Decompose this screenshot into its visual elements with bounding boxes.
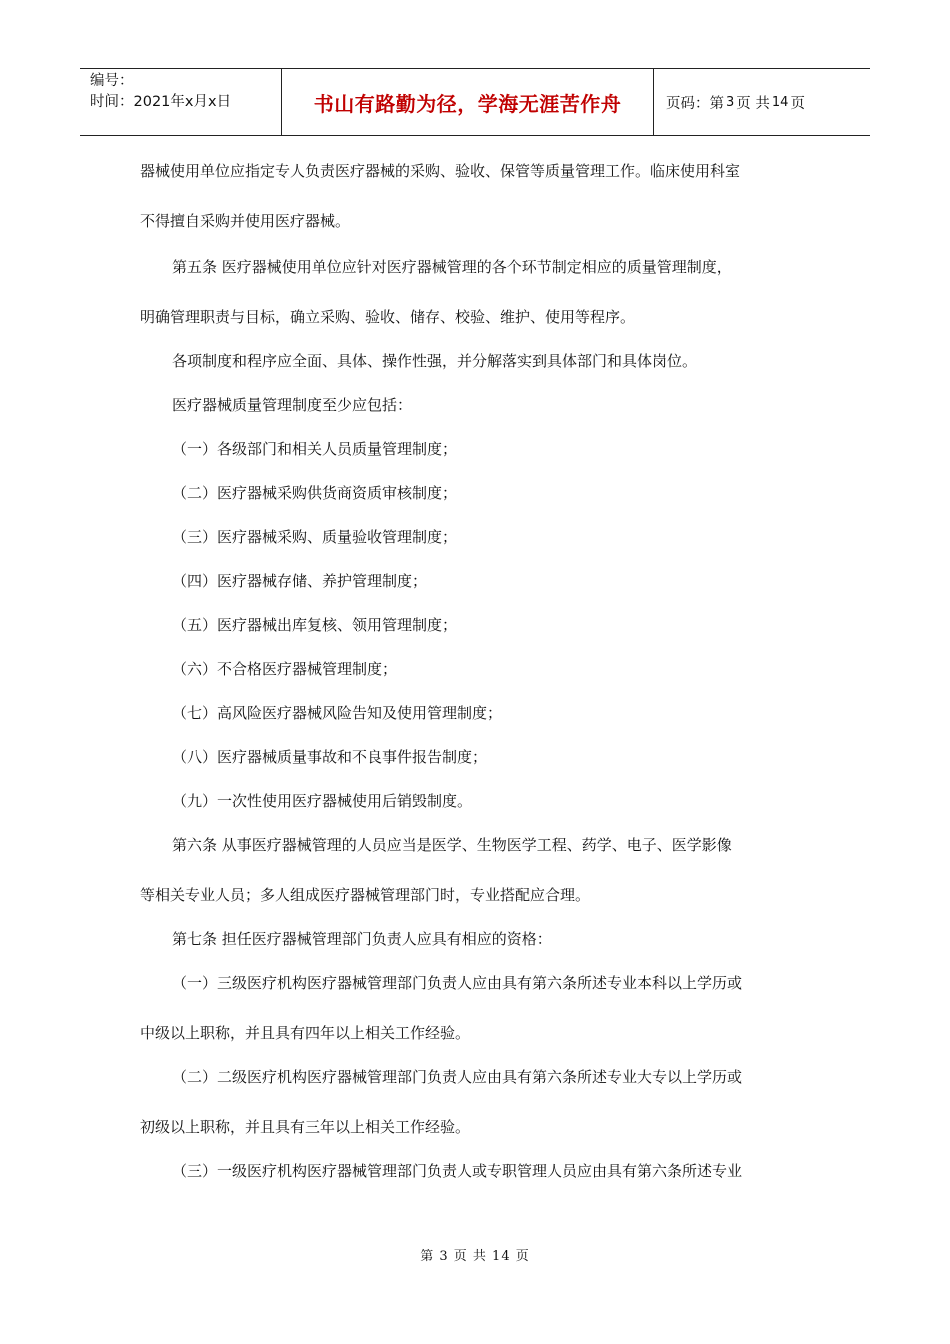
list-item: （六）不合格医疗器械管理制度； (172, 660, 398, 678)
list-item: （一）三级医疗机构医疗器械管理部门负责人应由具有第六条所述专业本科以上学历或 (172, 974, 743, 992)
list-item: （八）医疗器械质量事故和不良事件报告制度； (172, 748, 488, 766)
date-day-suffix: 日 (216, 94, 232, 110)
date-month: x (184, 94, 194, 110)
page-mid: 页 共 (736, 95, 770, 112)
date-year-suffix: 年 (170, 94, 185, 110)
list-item: （七）高风险医疗器械风险告知及使用管理制度； (172, 704, 503, 722)
body-line: 器械使用单位应指定专人负责医疗器械的采购、验收、保管等质量管理工作。临床使用科室 (140, 162, 741, 180)
body-line: 医疗器械质量管理制度至少应包括： (172, 396, 413, 414)
list-item: （五）医疗器械出库复核、领用管理制度； (172, 616, 458, 634)
list-item: （二）二级医疗机构医疗器械管理部门负责人应由具有第六条所述专业大专以上学历或 (172, 1068, 743, 1086)
page-header (80, 68, 870, 136)
page-footer: 第 3 页 共 14 页 (420, 1249, 530, 1264)
body-line: 明确管理职责与目标，确立采购、验收、储存、校验、维护、使用等程序。 (140, 308, 636, 326)
article-6-line: 第六条 从事医疗器械管理的人员应当是医学、生物医学工程、药学、电子、医学影像 (172, 836, 732, 854)
document-date (90, 92, 281, 113)
page-current: 3 (726, 94, 735, 110)
list-item: （九）一次性使用医疗器械使用后销毁制度。 (172, 792, 473, 810)
page-total: 14 (771, 94, 789, 110)
date-year: 2021 (133, 94, 171, 110)
list-item: （四）医疗器械存储、养护管理制度； (172, 572, 428, 590)
document-number-label: 编号： (90, 73, 134, 89)
date-day: x (208, 94, 217, 110)
header-meta (80, 69, 282, 135)
date-month-suffix: 月 (193, 94, 208, 110)
page-label: 页码：第 (666, 95, 724, 112)
list-item: （一）各级部门和相关人员质量管理制度； (172, 440, 458, 458)
date-prefix: 时间： (90, 94, 134, 110)
list-item: （三）医疗器械采购、质量验收管理制度； (172, 528, 458, 546)
page-suffix: 页 (790, 95, 805, 112)
body-line: 各项制度和程序应全面、具体、操作性强，并分解落实到具体部门和具体岗位。 (172, 352, 698, 370)
body-line: 中级以上职称，并且具有四年以上相关工作经验。 (140, 1024, 471, 1042)
body-line: 不得擅自采购并使用医疗器械。 (140, 212, 351, 230)
header-motto: 书山有路勤为径，学海无涯苦作舟 (282, 69, 654, 135)
header-page-info (654, 69, 870, 135)
body-line: 等相关专业人员；多人组成医疗器械管理部门时，专业搭配应合理。 (140, 886, 591, 904)
article-5-line: 第五条 医疗器械使用单位应针对医疗器械管理的各个环节制定相应的质量管理制度， (172, 258, 732, 276)
body-line: 初级以上职称，并且具有三年以上相关工作经验。 (140, 1118, 471, 1136)
article-7-line: 第七条 担任医疗器械管理部门负责人应具有相应的资格： (172, 930, 552, 948)
list-item: （二）医疗器械采购供货商资质审核制度； (172, 484, 458, 502)
list-item: （三）一级医疗机构医疗器械管理部门负责人或专职管理人员应由具有第六条所述专业 (172, 1162, 743, 1180)
